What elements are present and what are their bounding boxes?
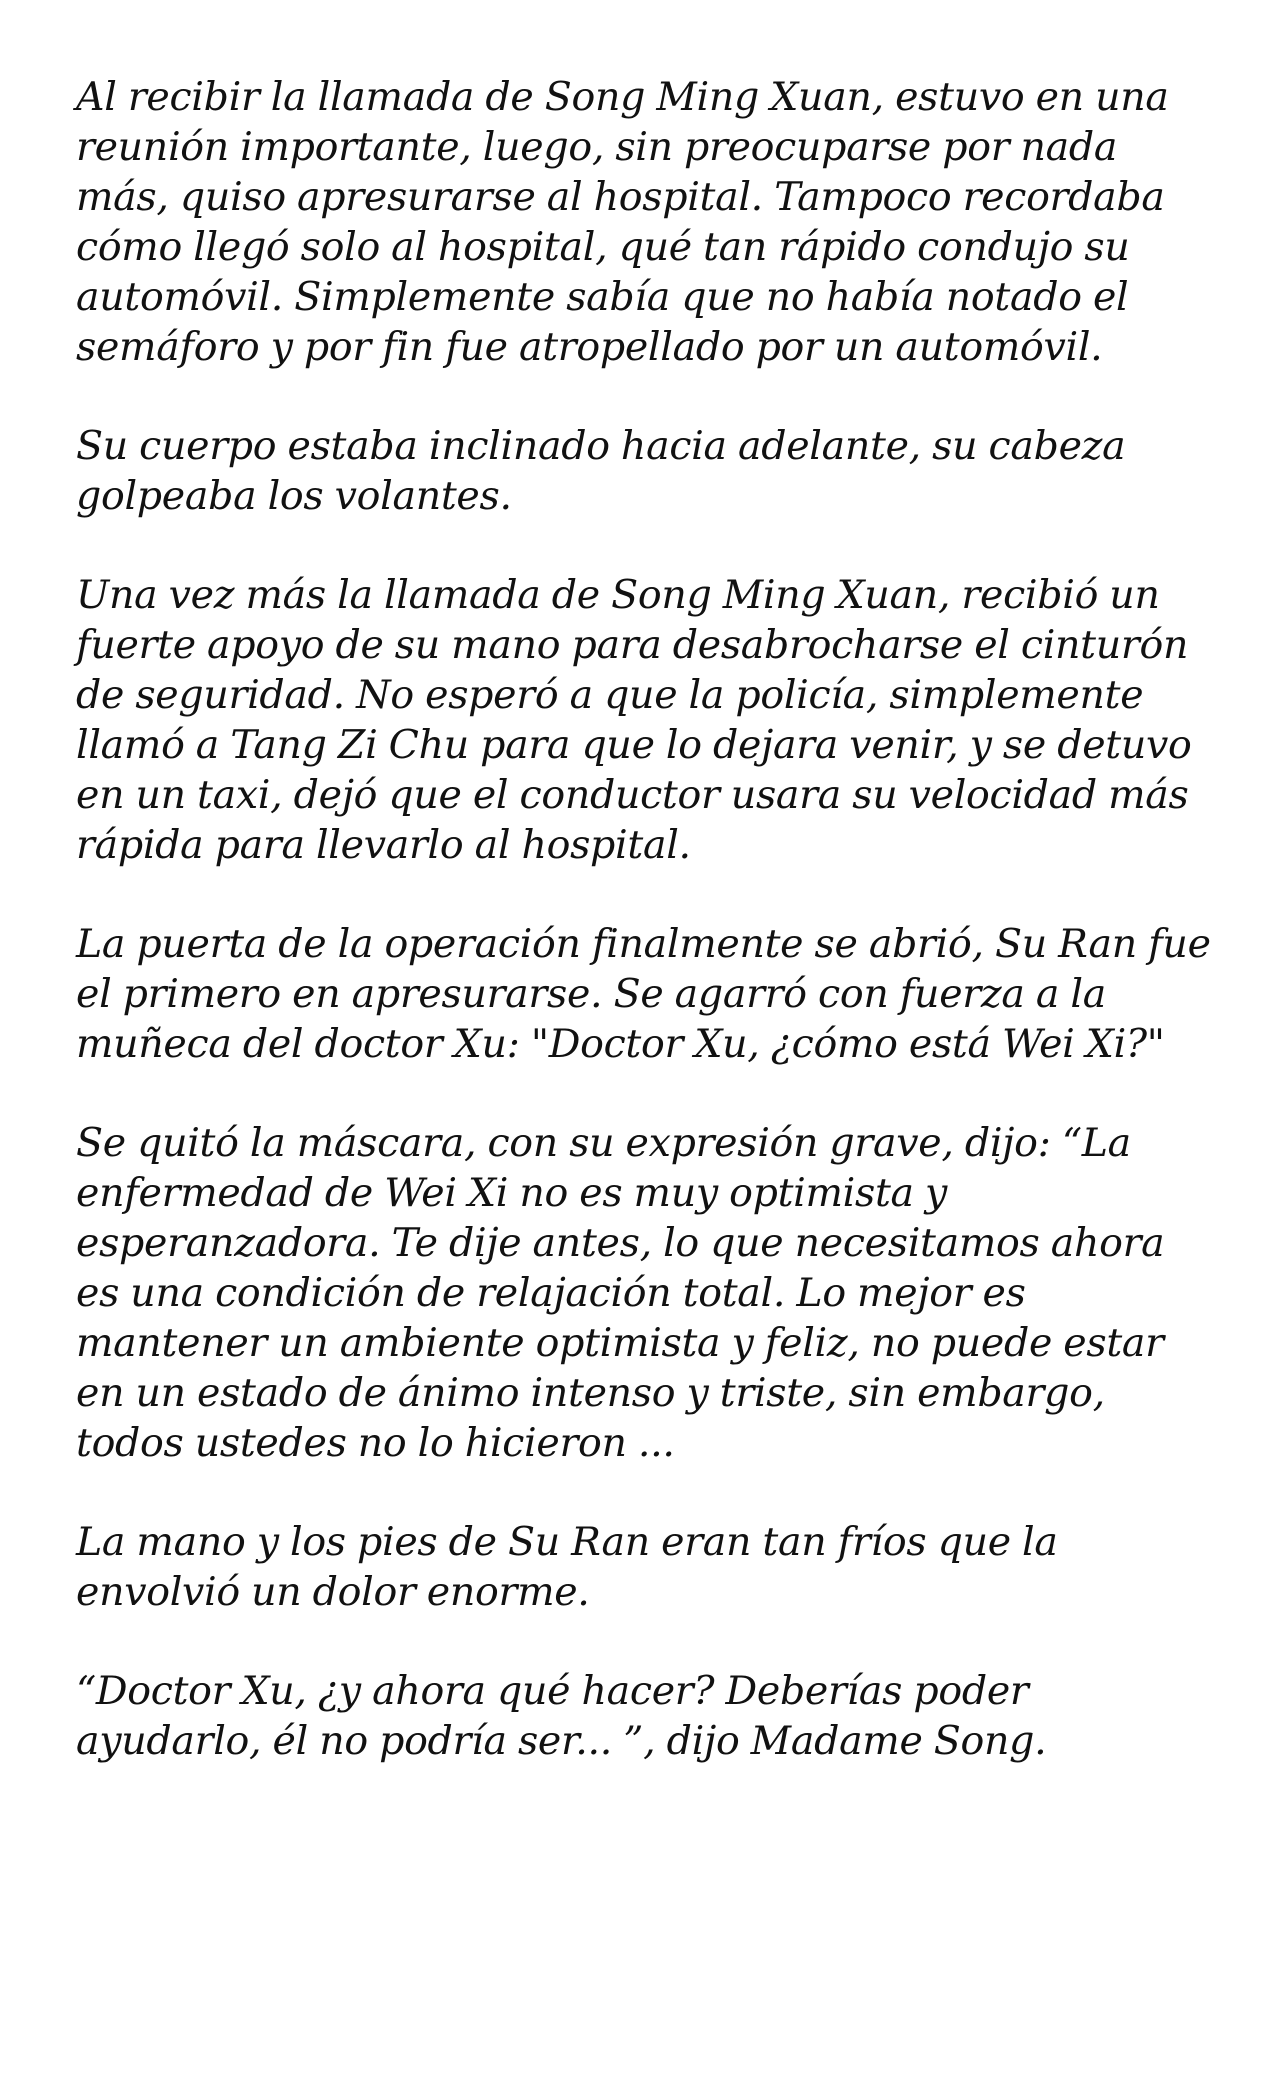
paragraph-2: Su cuerpo estaba inclinado hacia adelante, su cabeza golpeaba los volantes. xyxy=(76,423,1126,519)
paragraph-3: Una vez más la llamada de Song Ming Xuan, recibió un fuerte apoyo de su mano para desabrocharse el cinturón de seguridad. No esperó a que la policía, simplemente llamó a Tang Zi Chu para que lo dejara venir, y se detuvo en un taxi, dejó que el conductor usara su velocidad más rápida para llevarlo al hospital. xyxy=(76,572,1192,868)
paragraph-1: Al recibir la llamada de Song Ming Xuan, estuvo en una reunión importante, luego, sin preocuparse por nada más, quiso apresurarse al hospital. Tampoco recordaba cómo llegó solo al hospital, qué tan rápido condujo su automóvil. Simplemente sabía que no había notado el semáforo y por fin fue atropellado por un automóvil. xyxy=(76,74,1169,370)
paragraph-4: La puerta de la operación finalmente se abrió, Su Ran fue el primero en apresurarse. Se agarró con fuerza a la muñeca del doctor Xu: "Doctor Xu, ¿cómo está Wei Xi?" xyxy=(76,921,1211,1067)
paragraph-6: La mano y los pies de Su Ran eran tan fríos que la envolvió un dolor enorme. xyxy=(76,1519,1058,1615)
paragraph-5: Se quitó la máscara, con su expresión grave, dijo: “La enfermedad de Wei Xi no es muy optimista y esperanzadora. Te dije antes, lo que necesitamos ahora es una condición de relajación total. Lo mejor es mantener un ambiente optimista y feliz, no puede estar en un estado de ánimo intenso y triste, sin embargo, todos ustedes no lo hicieron ... xyxy=(76,1120,1165,1466)
paragraph-7: “Doctor Xu, ¿y ahora qué hacer? Deberías poder ayudarlo, él no podría ser... ”, dijo Madame Song. xyxy=(76,1668,1047,1764)
